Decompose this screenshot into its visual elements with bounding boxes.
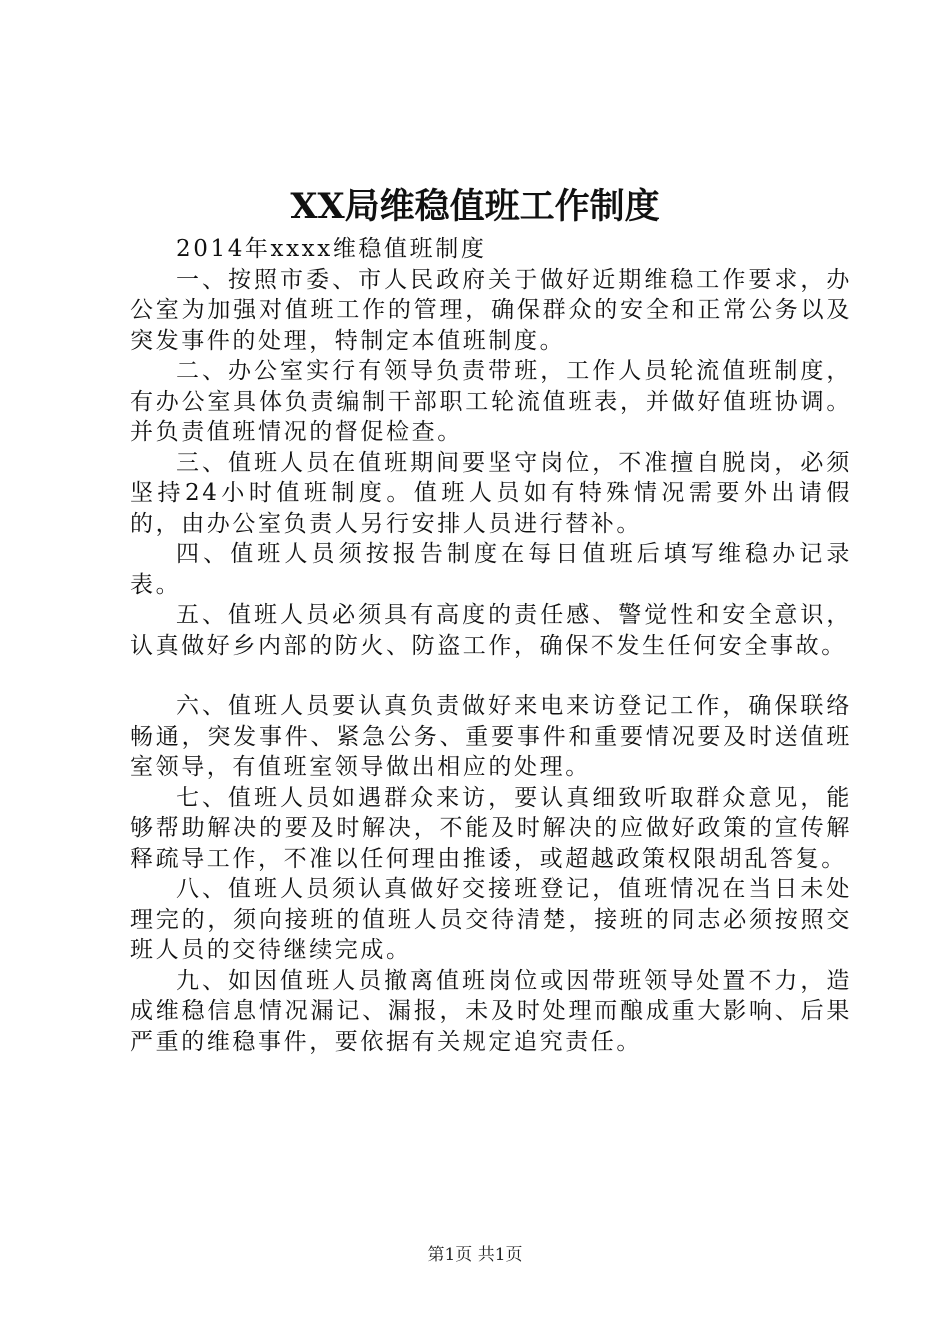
document-body: [130, 234, 852, 1057]
paragraph-5: 五、值班人员必须具有高度的责任感、警觉性和安全意识，认真做好乡内部的防火、防盗工作，确保不发生任何安全事故。: [130, 602, 852, 659]
document-subtitle: 2014年xxxx维稳值班制度: [176, 236, 487, 262]
paragraph-6: 六、值班人员要认真负责做好来电来访登记工作，确保联络畅通，突发事件、紧急公务、重要事件和重要情况要及时送值班室领导，有值班室领导做出相应的处理。: [130, 693, 852, 780]
paragraph-2: 二、办公室实行有领导负责带班，工作人员轮流值班制度，有办公室具体负责编制干部职工轮流值班表，并做好值班协调。并负责值班情况的督促检查。: [130, 358, 852, 445]
document-title: XX局维稳值班工作制度: [290, 186, 660, 227]
paragraph-8: 八、值班人员须认真做好交接班登记，值班情况在当日未处理完的，须向接班的值班人员交待清楚，接班的同志必须按照交班人员的交待继续完成。: [130, 876, 852, 963]
page-footer: 第1页 共1页: [427, 1245, 523, 1265]
paragraph-9: 九、如因值班人员撤离值班岗位或因带班领导处置不力，造成维稳信息情况漏记、漏报，未及时处理而酿成重大影响、后果严重的维稳事件，要依据有关规定追究责任。: [130, 967, 852, 1055]
paragraph-1: 一、按照市委、市人民政府关于做好近期维稳工作要求，办公室为加强对值班工作的管理，确保群众的安全和正常公务以及突发事件的处理，特制定本值班制度。: [130, 266, 852, 354]
paragraph-7: 七、值班人员如遇群众来访，要认真细致听取群众意见，能够帮助解决的要及时解决，不能及时解决的应做好政策的宣传解释疏导工作，不准以任何理由推诿，或超越政策权限胡乱答复。: [130, 784, 852, 872]
paragraph-3: 三、值班人员在值班期间要坚守岗位，不准擅自脱岗，必须坚持24小时值班制度。值班人员如有特殊情况需要外出请假的，由办公室负责人另行安排人员进行替补。: [130, 449, 852, 537]
paragraph-4: 四、值班人员须按报告制度在每日值班后填写维稳办记录表。: [130, 541, 852, 598]
